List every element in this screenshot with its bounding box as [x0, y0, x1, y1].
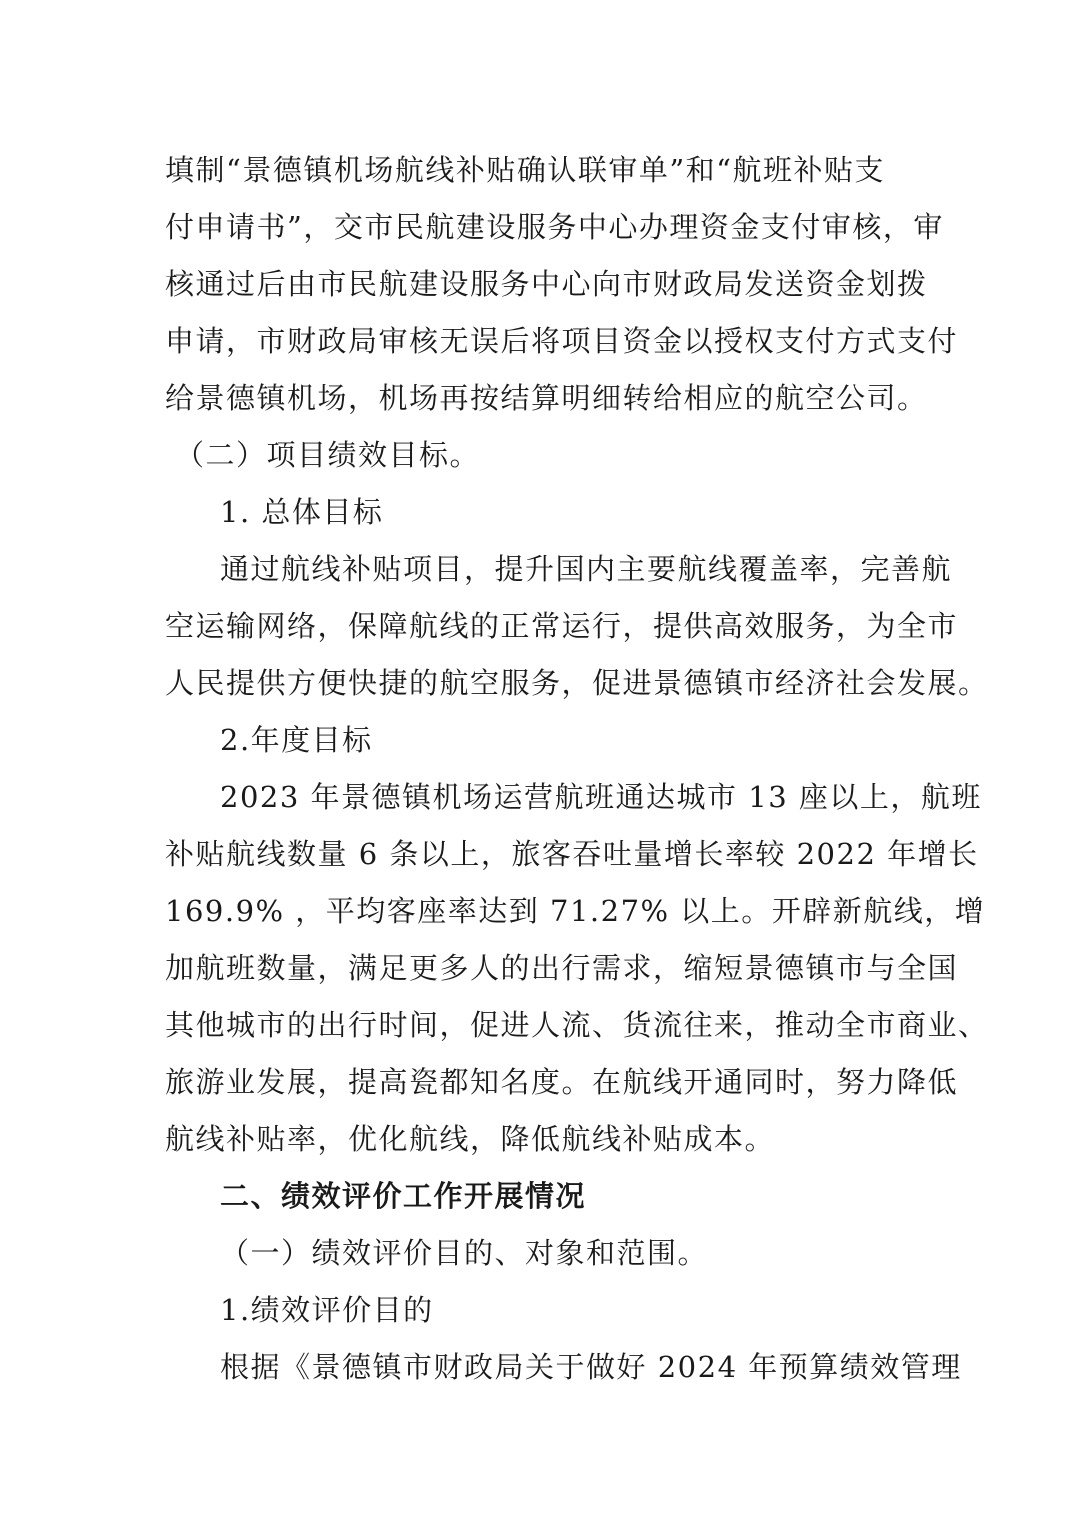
item-heading: 2.年度目标: [220, 723, 373, 757]
paragraph-line: 通过航线补贴项目，提升国内主要航线覆盖率，完善航: [220, 552, 953, 586]
paragraph-line: 申请，市财政局审核无误后将项目资金以授权支付方式支付: [165, 324, 959, 358]
paragraph-line: 169.9% ，平均客座率达到 71.27% 以上。开辟新航线，增: [165, 894, 986, 928]
paragraph-line: 根据《景德镇市财政局关于做好 2024 年预算绩效管理: [220, 1350, 962, 1384]
section-subtitle: （一）绩效评价目的、对象和范围。: [220, 1236, 709, 1270]
paragraph-line: 2023 年景德镇机场运营航班通达城市 13 座以上，航班: [220, 780, 982, 814]
item-heading: 1. 总体目标: [220, 495, 384, 529]
paragraph-line: 人民提供方便快捷的航空服务，促进景德镇市经济社会发展。: [165, 666, 989, 700]
paragraph-line: 付申请书”，交市民航建设服务中心办理资金支付审核，审: [165, 210, 944, 244]
paragraph-line: 核通过后由市民航建设服务中心向市财政局发送资金划拨: [165, 267, 928, 301]
paragraph-line: 其他城市的出行时间，促进人流、货流往来，推动全市商业、: [165, 1008, 989, 1042]
paragraph-line: 填制“景德镇机场航线补贴确认联审单”和“航班补贴支: [165, 153, 885, 187]
paragraph-line: 空运输网络，保障航线的正常运行，提供高效服务，为全市: [165, 609, 959, 643]
section-subtitle: （二）项目绩效目标。: [175, 438, 481, 472]
paragraph-line: 航线补贴率，优化航线，降低航线补贴成本。: [165, 1122, 776, 1156]
paragraph-line: 给景德镇机场，机场再按结算明细转给相应的航空公司。: [165, 381, 928, 415]
section-heading: 二、绩效评价工作开展情况: [220, 1179, 587, 1213]
paragraph-line: 补贴航线数量 6 条以上，旅客吞吐量增长率较 2022 年增长: [165, 837, 979, 871]
paragraph-line: 旅游业发展，提高瓷都知名度。在航线开通同时，努力降低: [165, 1065, 959, 1099]
item-heading: 1.绩效评价目的: [220, 1293, 434, 1327]
paragraph-line: 加航班数量，满足更多人的出行需求，缩短景德镇市与全国: [165, 951, 959, 985]
